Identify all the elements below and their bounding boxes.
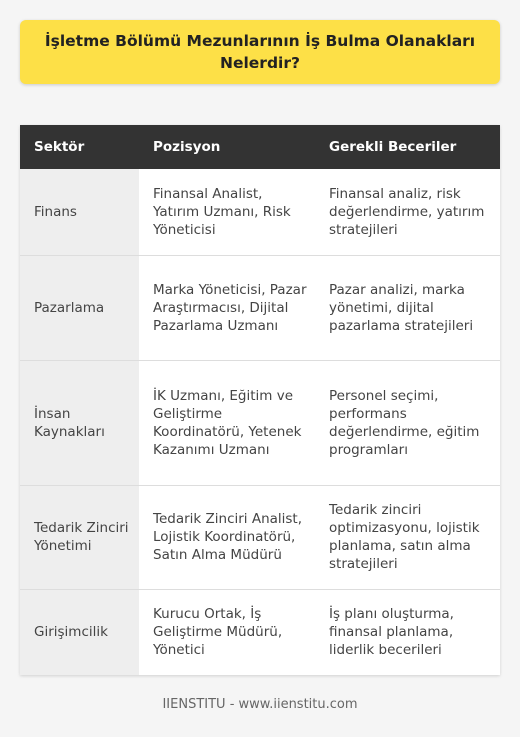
header-sector: Sektör bbox=[20, 125, 139, 169]
table-row bbox=[20, 255, 500, 360]
sector-cell: Tedarik Zinciri Yönetimi bbox=[20, 485, 139, 589]
jobs-table-container bbox=[20, 125, 500, 675]
table-header-row bbox=[20, 125, 500, 169]
page-title: İşletme Bölümü Mezunlarının İş Bulma Olanakları Nelerdir? bbox=[44, 32, 476, 72]
positions-cell: Finansal Analist, Yatırım Uzmanı, Risk Yöneticisi bbox=[139, 169, 315, 255]
table-row bbox=[20, 485, 500, 589]
sector-cell: İnsan Kaynakları bbox=[20, 360, 139, 485]
header-skills: Gerekli Beceriler bbox=[315, 125, 500, 169]
sector-cell: Pazarlama bbox=[20, 255, 139, 360]
footer-credit: IIENSTITU - www.iienstitu.com bbox=[162, 697, 358, 712]
sector-cell: Girişimcilik bbox=[20, 589, 139, 675]
jobs-table bbox=[20, 125, 500, 675]
sector-cell: Finans bbox=[20, 169, 139, 255]
skills-cell: Finansal analiz, risk değerlendirme, yatırım stratejileri bbox=[315, 169, 500, 255]
skills-cell: Pazar analizi, marka yönetimi, dijital pazarlama stratejileri bbox=[315, 255, 500, 360]
positions-cell: İK Uzmanı, Eğitim ve Geliştirme Koordinatörü, Yetenek Kazanımı Uzmanı bbox=[139, 360, 315, 485]
table-row bbox=[20, 360, 500, 485]
table-row bbox=[20, 589, 500, 675]
skills-cell: İş planı oluşturma, finansal planlama, liderlik becerileri bbox=[329, 606, 454, 659]
skills-cell: Tedarik zinciri optimizasyonu, lojistik planlama, satın alma stratejileri bbox=[315, 485, 500, 589]
positions-cell: Tedarik Zinciri Analist, Lojistik Koordinatörü, Satın Alma Müdürü bbox=[139, 485, 315, 589]
skills-cell: Personel seçimi, performans değerlendirme, eğitim programları bbox=[315, 360, 500, 485]
table-row bbox=[20, 169, 500, 255]
header-position: Pozisyon bbox=[139, 125, 315, 169]
positions-cell: Marka Yöneticisi, Pazar Araştırmacısı, Dijital Pazarlama Uzmanı bbox=[139, 255, 315, 360]
positions-cell: Kurucu Ortak, İş Geliştirme Müdürü, Yönetici bbox=[153, 606, 283, 659]
title-banner bbox=[20, 20, 500, 84]
